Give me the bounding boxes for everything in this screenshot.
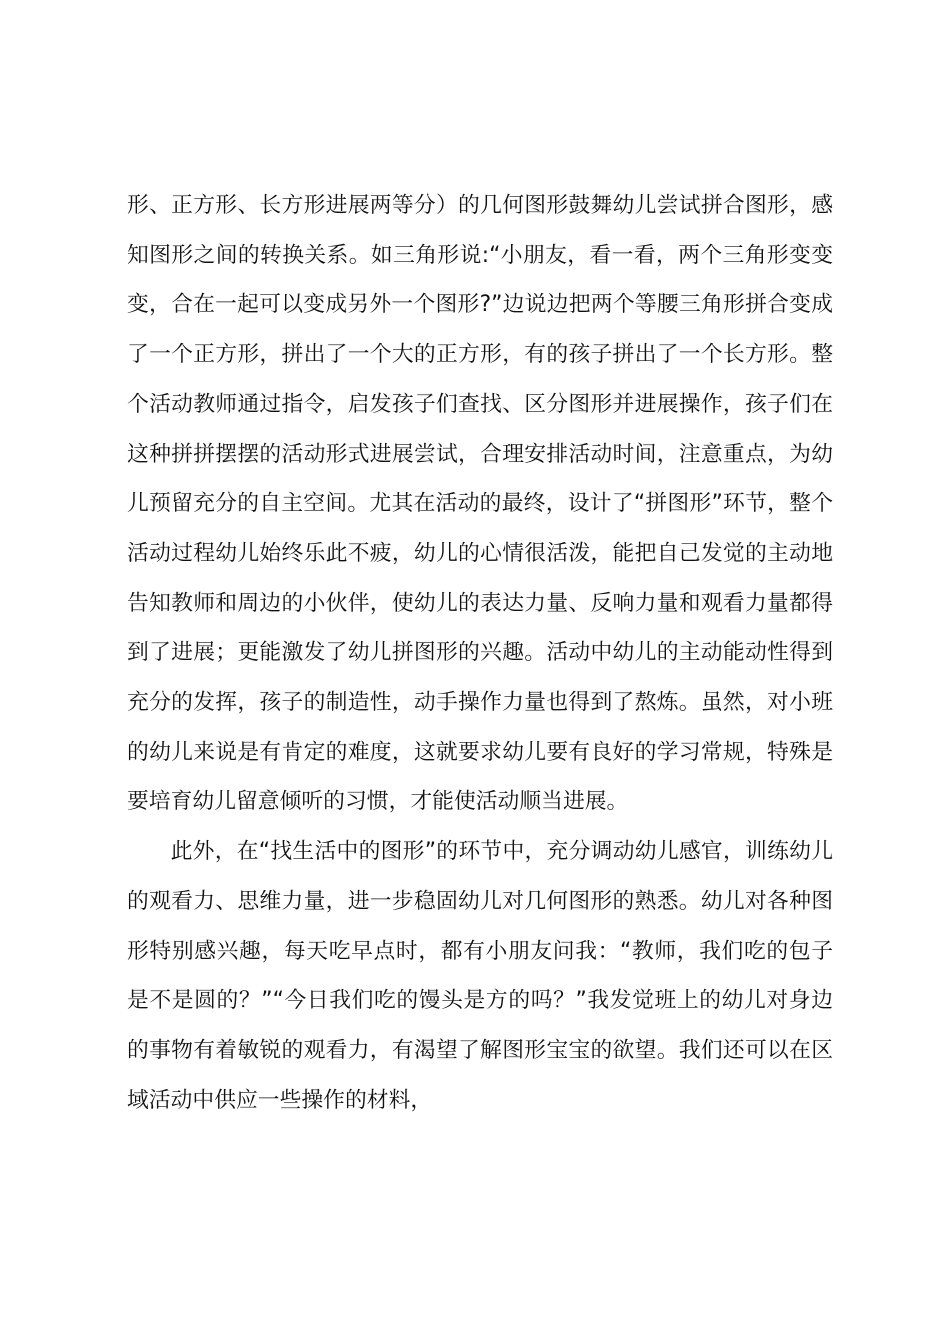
paragraph-continued: 形、正方形、长方形进展两等分）的几何图形鼓舞幼儿尝试拼合图形，感知图形之间的转换关系。如三角形说:“小朋友，看一看，两个三角形变变变，合在一起可以变成另外一个图形?”边说边把两个等腰三角形拼合变成了一个正方形，拼出了一个大的正方形，有的孩子拼出了一个长方形。整个活动教师通过指令，启发孩子们查找、区分图形并进展操作，孩子们在这种拼拼摆摆的活动形式进展尝试，合理安排活动时间，注意重点，为幼儿预留充分的自主空间。尤其在活动的最终，设计了“拼图形”环节，整个活动过程幼儿始终乐此不疲，幼儿的心情很活泼，能把自己发觉的主动地告知教师和周边的小伙伴，使幼儿的表达力量、反响力量和观看力量都得到了进展；更能激发了幼儿拼图形的兴趣。活动中幼儿的主动能动性得到充分的发挥，孩子的制造性，动手操作力量也得到了熬炼。虽然，对小班的幼儿来说是有肯定的难度，这就要求幼儿要有良好的学习常规，特殊是要培育幼儿留意倾听的习惯，才能使活动顺当进展。 <box>127 193 833 815</box>
paragraph-2: 此外，在“找生活中的图形”的环节中，充分调动幼儿感官，训练幼儿的观看力、思维力量，进一步稳固幼儿对几何图形的熟悉。幼儿对各种图形特别感兴趣，每天吃早点时，都有小朋友问我：“教师，我们吃的包子是不是圆的？”“今日我们吃的馒头是方的吗？”我发觉班上的幼儿对身边的事物有着敏锐的观看力，有渴望了解图形宝宝的欲望。我们还可以在区域活动中供应一些操作的材料， <box>127 839 833 1113</box>
document-body <box>127 181 833 1125</box>
